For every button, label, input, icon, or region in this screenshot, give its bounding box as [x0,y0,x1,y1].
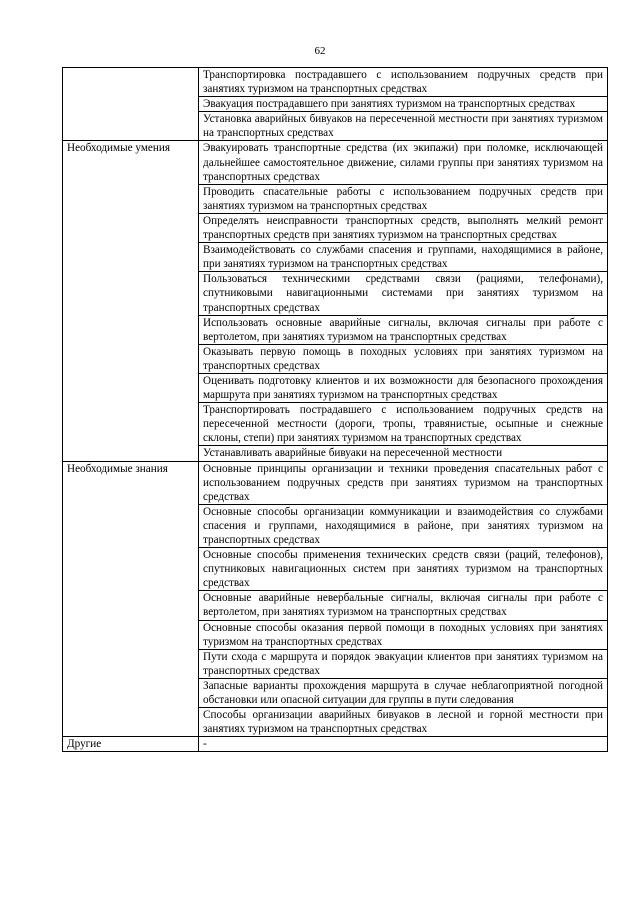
section-item: Определять неисправности транспортных средств, выполнять мелкий ремонт транспортных средств при занятиях туризмом на транспортных средствах [199,213,608,242]
section-item: Устанавливать аварийные бивуаки на пересеченной местности [199,446,608,461]
section-item: Оценивать подготовку клиентов и их возможности для безопасного прохождения маршрута при занятиях туризмом на транспортных средствах [199,373,608,402]
table-row [63,141,608,184]
section-label [63,68,199,141]
section-item: Проводить спасательные работы с использованием подручных средств при занятиях туризмом на транспортных средствах [199,184,608,213]
section-item: Способы организации аварийных бивуаков в лесной и горной местности при занятиях туризмом на транспортных средствах [199,708,608,737]
section-item: Основные способы применения технических средств связи (раций, телефонов), спутниковых навигационных систем при занятиях туризмом на транспортных средствах [199,548,608,591]
section-item: Установка аварийных бивуаков на пересеченной местности при занятиях туризмом на транспортных средствах [199,112,608,141]
section-item: Использовать основные аварийные сигналы, включая сигналы при работе с вертолетом, при занятиях туризмом на транспортных средствах [199,315,608,344]
section-item: Основные принципы организации и техники проведения спасательных работ с использованием подручных средств при занятиях туризмом на транспортных средствах [199,461,608,504]
table-row [63,68,608,97]
table-row [63,461,608,504]
section-item: Основные способы организации коммуникации и взаимодействия со службами спасения и группами, находящимися в районе, при занятиях туризмом на транспортных средствах [199,504,608,547]
section-item: Транспортировка пострадавшего с использованием подручных средств при занятиях туризмом на транспортных средствах [199,68,608,97]
section-label: Другие [63,737,199,752]
section-item: - [199,737,608,752]
section-item: Оказывать первую помощь в походных условиях при занятиях туризмом на транспортных средствах [199,344,608,373]
section-item: Транспортировать пострадавшего с использованием подручных средств на пересеченной местности (дороги, тропы, травянистые, осыпные и снежные склоны, степи) при занятиях туризмом на транспортных средствах [199,403,608,446]
requirements-table [62,67,608,752]
section-label: Необходимые умения [63,141,199,461]
section-item: Пути схода с маршрута и порядок эвакуации клиентов при занятиях туризмом на транспортных средствах [199,649,608,678]
section-item: Пользоваться техническими средствами связи (рациями, телефонами), спутниковыми навигационными системами при занятиях туризмом на транспортных средствах [199,272,608,315]
section-item: Основные аварийные невербальные сигналы, включая сигналы при работе с вертолетом, при занятиях туризмом на транспортных средствах [199,591,608,620]
table-body [63,68,608,752]
section-item: Основные способы оказания первой помощи в походных условиях при занятиях туризмом на транспортных средствах [199,620,608,649]
section-item: Запасные варианты прохождения маршрута в случае неблагоприятной погодной обстановки или опасной ситуации для группы в пути следования [199,678,608,707]
table-row [63,737,608,752]
section-label: Необходимые знания [63,461,199,737]
section-item: Взаимодействовать со службами спасения и группами, находящимися в районе, при занятиях туризмом на транспортных средствах [199,243,608,272]
page-number: 62 [314,45,326,57]
section-item: Эвакуировать транспортные средства (их экипажи) при поломке, исключающей дальнейшее самостоятельное движение, силами группы при занятиях туризмом на транспортных средствах [199,141,608,184]
section-item: Эвакуация пострадавшего при занятиях туризмом на транспортных средствах [199,97,608,112]
